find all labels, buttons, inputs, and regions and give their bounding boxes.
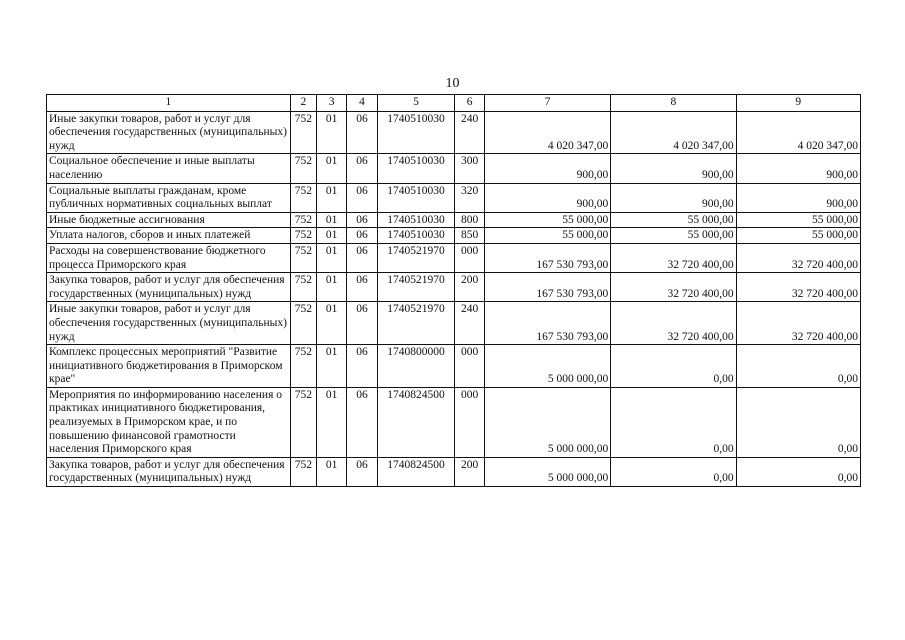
- amount-col8-cell: 4 020 347,00: [611, 111, 736, 154]
- amount-col7-cell: 5 000 000,00: [484, 345, 610, 388]
- target-article-cell: 1740824500: [377, 457, 455, 486]
- amount-col8-cell: 32 720 400,00: [611, 243, 736, 272]
- subsection-code-cell: 06: [347, 212, 377, 228]
- section-code-cell: 01: [316, 302, 346, 345]
- subsection-code-cell: 06: [347, 111, 377, 154]
- target-article-cell: 1740510030: [377, 212, 455, 228]
- section-code-cell: 01: [316, 228, 346, 244]
- row-name-cell: Закупка товаров, работ и услуг для обеспечения государственных (муниципальных) нужд: [47, 457, 291, 486]
- expense-type-cell: 850: [455, 228, 484, 244]
- section-code-cell: 01: [316, 273, 346, 302]
- target-article-cell: 1740824500: [377, 387, 455, 457]
- table-row: [47, 111, 861, 154]
- amount-col8-cell: 0,00: [611, 457, 736, 486]
- admin-code-cell: 752: [290, 302, 316, 345]
- amount-col7-cell: 5 000 000,00: [484, 457, 610, 486]
- amount-col9-cell: 4 020 347,00: [736, 111, 860, 154]
- amount-col9-cell: 900,00: [736, 154, 860, 183]
- row-name-cell: Мероприятия по информированию населения о практиках инициативного бюджетирования, реализуемых в Приморском крае, и по повышению финансовой грамотности населения Приморского края: [47, 387, 291, 457]
- expense-type-cell: 000: [455, 345, 484, 388]
- expense-type-cell: 000: [455, 387, 484, 457]
- amount-col8-cell: 32 720 400,00: [611, 273, 736, 302]
- admin-code-cell: 752: [290, 273, 316, 302]
- subsection-code-cell: 06: [347, 183, 377, 212]
- header-cell: 5: [377, 95, 455, 112]
- header-cell: 6: [455, 95, 484, 112]
- row-name-cell: Социальное обеспечение и иные выплаты населению: [47, 154, 291, 183]
- target-article-cell: 1740800000: [377, 345, 455, 388]
- target-article-cell: 1740510030: [377, 183, 455, 212]
- expense-type-cell: 000: [455, 243, 484, 272]
- row-name-cell: Иные бюджетные ассигнования: [47, 212, 291, 228]
- expense-type-cell: 200: [455, 457, 484, 486]
- row-name-cell: Комплекс процессных мероприятий "Развитие инициативного бюджетирования в Приморском крае": [47, 345, 291, 388]
- target-article-cell: 1740510030: [377, 154, 455, 183]
- table-row: [47, 243, 861, 272]
- amount-col7-cell: 4 020 347,00: [484, 111, 610, 154]
- amount-col7-cell: 900,00: [484, 183, 610, 212]
- table-row: [47, 212, 861, 228]
- table-row: [47, 387, 861, 457]
- row-name-cell: Социальные выплаты гражданам, кроме публичных нормативных социальных выплат: [47, 183, 291, 212]
- page-number: 10: [445, 76, 460, 91]
- admin-code-cell: 752: [290, 183, 316, 212]
- amount-col7-cell: 167 530 793,00: [484, 302, 610, 345]
- amount-col7-cell: 167 530 793,00: [484, 243, 610, 272]
- amount-col9-cell: 0,00: [736, 345, 860, 388]
- amount-col8-cell: 55 000,00: [611, 212, 736, 228]
- admin-code-cell: 752: [290, 345, 316, 388]
- amount-col7-cell: 167 530 793,00: [484, 273, 610, 302]
- table-row: [47, 273, 861, 302]
- subsection-code-cell: 06: [347, 457, 377, 486]
- expense-type-cell: 320: [455, 183, 484, 212]
- section-code-cell: 01: [316, 387, 346, 457]
- amount-col9-cell: 55 000,00: [736, 212, 860, 228]
- header-cell: 8: [611, 95, 736, 112]
- expense-type-cell: 300: [455, 154, 484, 183]
- amount-col8-cell: 55 000,00: [611, 228, 736, 244]
- target-article-cell: 1740510030: [377, 228, 455, 244]
- header-cell: 9: [736, 95, 860, 112]
- subsection-code-cell: 06: [347, 243, 377, 272]
- section-code-cell: 01: [316, 111, 346, 154]
- admin-code-cell: 752: [290, 387, 316, 457]
- amount-col8-cell: 32 720 400,00: [611, 302, 736, 345]
- section-code-cell: 01: [316, 457, 346, 486]
- amount-col7-cell: 900,00: [484, 154, 610, 183]
- amount-col7-cell: 5 000 000,00: [484, 387, 610, 457]
- amount-col7-cell: 55 000,00: [484, 228, 610, 244]
- table-row: [47, 228, 861, 244]
- section-code-cell: 01: [316, 212, 346, 228]
- row-name-cell: Иные закупки товаров, работ и услуг для обеспечения государственных (муниципальных) нужд: [47, 302, 291, 345]
- subsection-code-cell: 06: [347, 273, 377, 302]
- target-article-cell: 1740521970: [377, 273, 455, 302]
- header-cell: 7: [484, 95, 610, 112]
- subsection-code-cell: 06: [347, 228, 377, 244]
- header-cell: 4: [347, 95, 377, 112]
- row-name-cell: Уплата налогов, сборов и иных платежей: [47, 228, 291, 244]
- row-name-cell: Закупка товаров, работ и услуг для обеспечения государственных (муниципальных) нужд: [47, 273, 291, 302]
- expense-type-cell: 200: [455, 273, 484, 302]
- header-cell: 1: [47, 95, 291, 112]
- section-code-cell: 01: [316, 243, 346, 272]
- admin-code-cell: 752: [290, 243, 316, 272]
- table-row: [47, 183, 861, 212]
- budget-table: [46, 94, 861, 487]
- table-row: [47, 457, 861, 486]
- table-header-row: [47, 95, 861, 112]
- table-row: [47, 302, 861, 345]
- amount-col9-cell: 32 720 400,00: [736, 273, 860, 302]
- row-name-cell: Расходы на совершенствование бюджетного процесса Приморского края: [47, 243, 291, 272]
- expense-type-cell: 240: [455, 302, 484, 345]
- amount-col9-cell: 32 720 400,00: [736, 243, 860, 272]
- admin-code-cell: 752: [290, 228, 316, 244]
- table-row: [47, 345, 861, 388]
- amount-col8-cell: 900,00: [611, 183, 736, 212]
- expense-type-cell: 240: [455, 111, 484, 154]
- target-article-cell: 1740521970: [377, 302, 455, 345]
- subsection-code-cell: 06: [347, 302, 377, 345]
- subsection-code-cell: 06: [347, 154, 377, 183]
- admin-code-cell: 752: [290, 212, 316, 228]
- admin-code-cell: 752: [290, 111, 316, 154]
- table-row: [47, 154, 861, 183]
- amount-col7-cell: 55 000,00: [484, 212, 610, 228]
- amount-col9-cell: 0,00: [736, 457, 860, 486]
- amount-col8-cell: 0,00: [611, 387, 736, 457]
- row-name-cell: Иные закупки товаров, работ и услуг для обеспечения государственных (муниципальных) нужд: [47, 111, 291, 154]
- amount-col9-cell: 55 000,00: [736, 228, 860, 244]
- amount-col8-cell: 0,00: [611, 345, 736, 388]
- subsection-code-cell: 06: [347, 387, 377, 457]
- amount-col9-cell: 32 720 400,00: [736, 302, 860, 345]
- admin-code-cell: 752: [290, 154, 316, 183]
- admin-code-cell: 752: [290, 457, 316, 486]
- target-article-cell: 1740510030: [377, 111, 455, 154]
- header-cell: 2: [290, 95, 316, 112]
- target-article-cell: 1740521970: [377, 243, 455, 272]
- section-code-cell: 01: [316, 345, 346, 388]
- expense-type-cell: 800: [455, 212, 484, 228]
- section-code-cell: 01: [316, 154, 346, 183]
- subsection-code-cell: 06: [347, 345, 377, 388]
- section-code-cell: 01: [316, 183, 346, 212]
- amount-col9-cell: 0,00: [736, 387, 860, 457]
- amount-col9-cell: 900,00: [736, 183, 860, 212]
- amount-col8-cell: 900,00: [611, 154, 736, 183]
- header-cell: 3: [316, 95, 346, 112]
